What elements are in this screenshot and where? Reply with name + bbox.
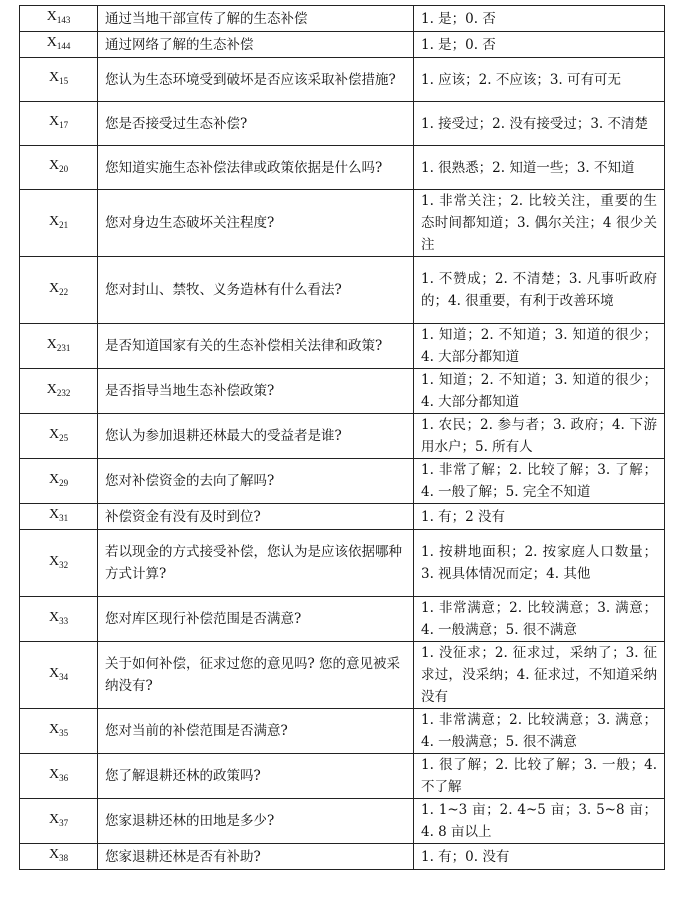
question-text: 您认为参加退耕还林最大的受益者是谁? [98,414,414,459]
variable-letter: X [48,609,60,625]
variable-code [20,190,98,257]
variable-subscript: 36 [59,772,69,783]
table-row [20,58,665,102]
answer-options: 1. 应该；2. 不应该；3. 可有可无 [414,58,665,102]
variable-code [20,324,98,369]
variable-subscript: 17 [59,120,69,130]
variable-subscript: 144 [56,41,71,51]
table-row [20,597,665,642]
variable-code [20,754,98,799]
answer-options: 1. 接受过；2. 没有接受过；3. 不清楚 [414,102,665,146]
question-text: 您对封山、禁牧、义务造林有什么看法? [98,257,414,324]
variable-letter: X [48,114,60,129]
question-text: 您对补偿资金的去向了解吗? [98,459,414,504]
variable-code [20,6,98,32]
table-row [20,190,665,257]
variable-subscript: 20 [59,164,69,174]
answer-options: 1. 不赞成；2. 不清楚；3. 凡事听政府的；4. 很重要，有利于改善环境 [414,257,665,324]
variable-code [20,32,98,58]
answer-options: 1. 没征求；2. 征求过，采纳了；3. 征求过，没采纳；4. 征求过，不知道采纳没有 [414,642,665,709]
variable-code [20,597,98,642]
table-row [20,414,665,459]
question-text: 通过网络了解的生态补偿 [98,32,414,58]
variable-subscript: 31 [59,513,69,523]
question-text: 您认为生态环境受到破坏是否应该采取补偿措施? [98,58,414,102]
variable-letter: X [48,553,60,569]
table-row [20,504,665,530]
table-body [20,6,665,870]
question-text: 您家退耕还林的田地是多少? [98,799,414,844]
question-text: 您对身边生态破坏关注程度? [98,190,414,257]
question-text: 您是否接受过生态补偿? [98,102,414,146]
variable-subscript: 38 [59,853,69,863]
table-row [20,369,665,414]
answer-options: 1. 非常满意；2. 比较满意；3. 满意；4. 一般满意；5. 很不满意 [414,597,665,642]
variable-code [20,530,98,597]
variable-letter: X [46,9,57,24]
table-row [20,844,665,870]
question-text: 通过当地干部宣传了解的生态补偿 [98,6,414,32]
variable-letter: X [46,336,57,352]
answer-options: 1. 是；0. 否 [414,6,665,32]
variable-letter: X [48,213,60,229]
variable-letter: X [48,471,60,487]
variable-subscript: 143 [56,15,71,25]
answer-options: 1. 非常了解；2. 比较了解；3. 了解；4. 一般了解；5. 完全不知道 [414,459,665,504]
answer-options: 1. 非常关注；2. 比较关注，重要的生态时间都知道；3. 偶尔关注；4 很少关注 [414,190,665,257]
variable-letter: X [48,811,60,827]
variable-subscript: 35 [59,727,69,738]
variable-code [20,709,98,754]
table-row [20,6,665,32]
question-text: 若以现金的方式接受补偿，您认为是应该依据哪种方式计算? [98,530,414,597]
answer-options: 1. 农民；2. 参与者；3. 政府；4. 下游用水户；5. 所有人 [414,414,665,459]
answer-options: 1. 有；0. 没有 [414,844,665,870]
variable-code [20,844,98,870]
table-row [20,32,665,58]
question-text: 您对当前的补偿范围是否满意? [98,709,414,754]
variable-letter: X [48,280,60,296]
table-row [20,257,665,324]
question-text: 您家退耕还林是否有补助? [98,844,414,870]
variable-letter: X [48,426,60,442]
table-row [20,754,665,799]
question-text: 关于如何补偿，征求过您的意见吗? 您的意见被采纳没有? [98,642,414,709]
variable-code [20,146,98,190]
variable-code [20,504,98,530]
variable-subscript: 21 [59,219,69,230]
variable-letter: X [48,70,60,85]
variable-subscript: 34 [59,671,69,682]
variable-code [20,102,98,146]
variable-code [20,369,98,414]
variable-code [20,58,98,102]
variable-letter: X [46,381,57,397]
question-text: 补偿资金有没有及时到位? [98,504,414,530]
variable-letter: X [48,665,60,681]
answer-options: 1. 知道；2. 不知道；3. 知道的很少；4. 大部分都知道 [414,324,665,369]
table-row [20,459,665,504]
answer-options: 1. 知道；2. 不知道；3. 知道的很少；4. 大部分都知道 [414,369,665,414]
table-row [20,146,665,190]
question-text: 您对库区现行补偿范围是否满意? [98,597,414,642]
variable-code [20,414,98,459]
table-row [20,642,665,709]
variable-subscript: 22 [59,286,69,297]
question-text: 是否知道国家有关的生态补偿相关法律和政策? [98,324,414,369]
variable-subscript: 15 [59,76,69,86]
variable-code [20,642,98,709]
variable-letter: X [48,158,60,173]
table-row [20,530,665,597]
table-row [20,799,665,844]
table-row [20,709,665,754]
answer-options: 1. 有；2 没有 [414,504,665,530]
table-row [20,102,665,146]
variable-subscript: 32 [59,559,69,570]
variable-code [20,459,98,504]
answer-options: 1. 1~3 亩；2. 4~5 亩；3. 5~8 亩；4. 8 亩以上 [414,799,665,844]
variable-subscript: 231 [56,342,71,353]
variable-subscript: 25 [59,432,69,443]
variable-subscript: 37 [59,817,69,828]
variable-letter: X [48,721,60,737]
answer-options: 1. 按耕地面积；2. 按家庭人口数量；3. 视具体情况而定；4. 其他 [414,530,665,597]
variable-subscript: 232 [56,387,71,398]
question-text: 是否指导当地生态补偿政策? [98,369,414,414]
variable-code [20,257,98,324]
variable-letter: X [48,507,60,522]
variable-letter: X [48,847,60,862]
variable-code [20,799,98,844]
question-text: 您了解退耕还林的政策吗? [98,754,414,799]
answer-options: 1. 非常满意；2. 比较满意；3. 满意；4. 一般满意；5. 很不满意 [414,709,665,754]
variable-subscript: 33 [59,615,69,626]
answer-options: 1. 很了解；2. 比较了解；3. 一般；4. 不了解 [414,754,665,799]
table-row [20,324,665,369]
variable-subscript: 29 [59,477,69,488]
question-text: 您知道实施生态补偿法律或政策依据是什么吗? [98,146,414,190]
survey-variable-table [19,5,665,870]
variable-letter: X [48,766,60,782]
variable-letter: X [46,35,57,50]
answer-options: 1. 很熟悉；2. 知道一些；3. 不知道 [414,146,665,190]
answer-options: 1. 是；0. 否 [414,32,665,58]
